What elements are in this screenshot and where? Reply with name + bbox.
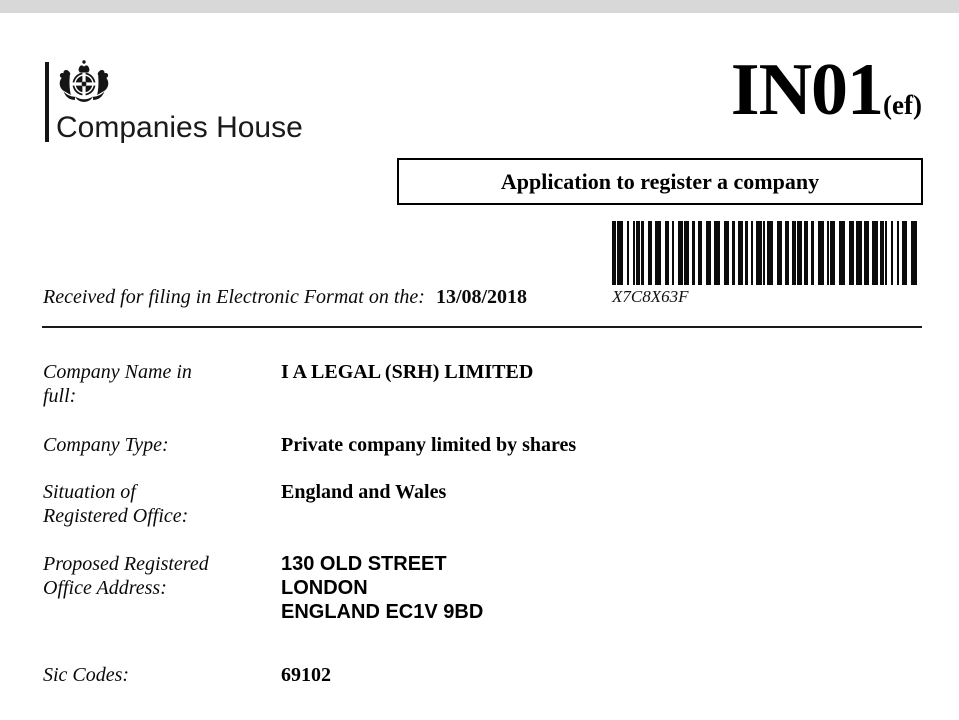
field-label-line: Company Name in [43, 361, 192, 383]
field-value-line: I A LEGAL (SRH) LIMITED [281, 361, 534, 383]
field-value-line: England and Wales [281, 481, 447, 503]
field-value [281, 360, 911, 384]
form-title-text: Application to register a company [500, 168, 820, 194]
field-value [281, 663, 911, 687]
royal-crest-icon [57, 59, 111, 107]
field-value-line: LONDON [281, 577, 368, 599]
field-value-line: ENGLAND EC1V 9BD [281, 601, 484, 623]
logo-vertical-bar [45, 62, 49, 142]
field-label-line: full: [43, 385, 77, 407]
field-label-line: Situation of [43, 481, 136, 503]
companies-house-logo-text: Companies House [56, 111, 303, 144]
received-label: Received for filing in Electronic Format on the: [43, 286, 425, 308]
field-label-line: Office Address: [43, 577, 167, 599]
field-label [43, 552, 271, 600]
field-label-line: Sic Codes: [43, 664, 130, 686]
barcode [612, 221, 920, 285]
window-top-strip [0, 0, 959, 13]
field-label-line: Company Type: [43, 434, 169, 456]
field-value [281, 433, 911, 457]
field-value [281, 480, 911, 504]
form-code-main: IN01 [730, 49, 884, 131]
form-title-box [397, 158, 923, 205]
field-value-line: Private company limited by shares [281, 434, 577, 456]
received-line [43, 286, 527, 309]
barcode-value: X7C8X63F [612, 287, 689, 306]
field-label [43, 480, 271, 528]
field-label-line: Proposed Registered [43, 553, 209, 575]
field-label-line: Registered Office: [43, 505, 189, 527]
field-value-line: 69102 [281, 664, 331, 686]
form-code-suffix: (ef) [883, 90, 922, 120]
field-label [43, 360, 271, 408]
field-label [43, 663, 271, 687]
field-label [43, 433, 271, 457]
received-date: 13/08/2018 [435, 286, 528, 308]
divider-rule [42, 326, 922, 328]
field-value [281, 552, 911, 624]
form-code [730, 49, 922, 148]
field-value-line: 130 OLD STREET [281, 553, 447, 575]
